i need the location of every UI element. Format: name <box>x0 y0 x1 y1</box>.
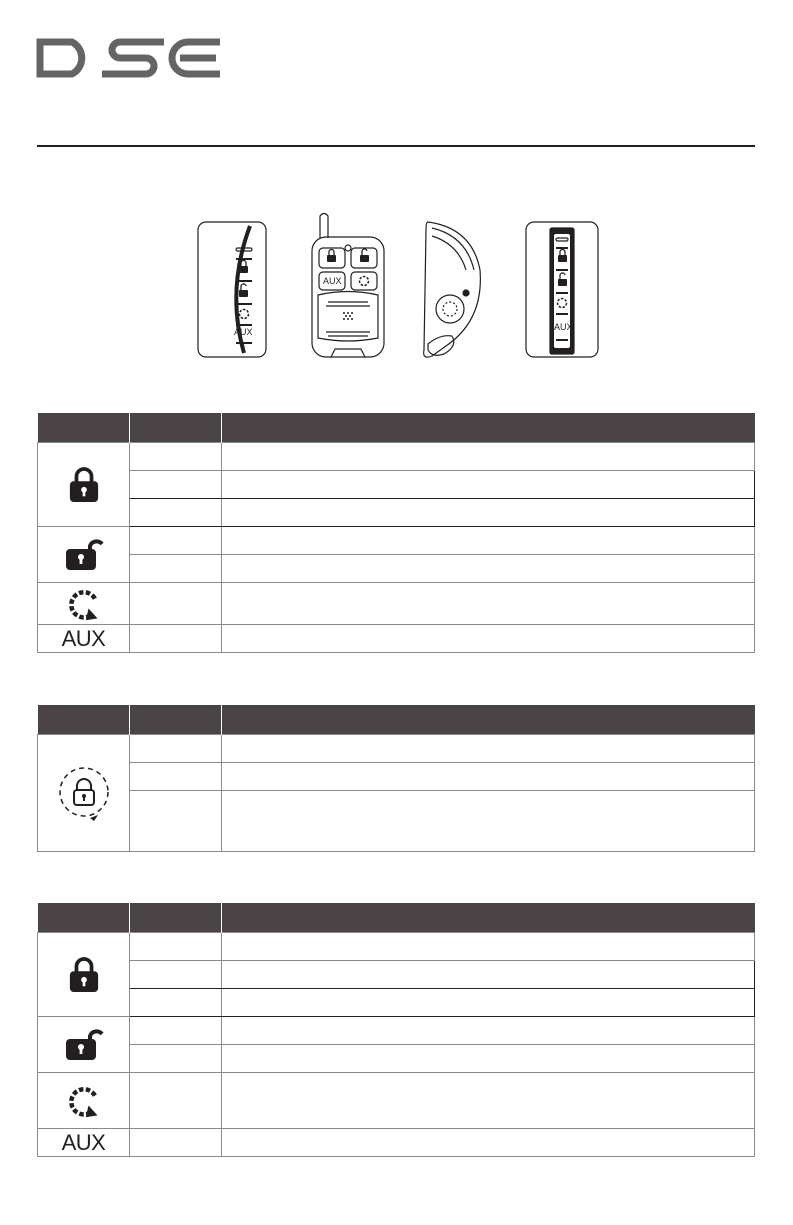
icon-cell <box>38 1073 130 1129</box>
header-cell <box>38 413 130 443</box>
cell <box>130 443 222 471</box>
table-row <box>38 583 755 625</box>
cell <box>130 625 222 653</box>
table-row <box>38 443 755 471</box>
cell <box>222 625 755 653</box>
table-row <box>38 1129 755 1157</box>
one-button-lock-icon <box>54 763 114 823</box>
cell <box>222 1017 755 1045</box>
cell <box>130 1045 222 1073</box>
cell <box>130 555 222 583</box>
table-row <box>38 763 755 791</box>
cell <box>222 583 755 625</box>
table-row <box>38 471 755 499</box>
header-cell <box>38 705 130 735</box>
cell <box>222 443 755 471</box>
table-1-button <box>37 705 755 852</box>
cell <box>222 1129 755 1157</box>
cell <box>222 763 755 791</box>
lock-icon <box>68 956 100 994</box>
icon-cell <box>38 933 130 1017</box>
remote-start-icon <box>66 1083 102 1119</box>
cell <box>130 933 222 961</box>
header-cell <box>222 705 755 735</box>
icon-cell <box>38 443 130 527</box>
cell <box>130 1129 222 1157</box>
lock-icon <box>68 466 100 504</box>
remote-slim-4 <box>526 222 598 357</box>
table-row <box>38 1073 755 1129</box>
cell <box>222 735 755 763</box>
table-row <box>38 625 755 653</box>
table-row <box>38 791 755 852</box>
cell <box>130 989 222 1017</box>
aux-icon: AUX <box>61 1129 106 1155</box>
table-row <box>38 1017 755 1045</box>
icon-cell <box>38 1017 130 1073</box>
header-cell <box>38 903 130 933</box>
cell <box>222 1073 755 1129</box>
remote-curved-3 <box>424 222 481 357</box>
cell <box>222 961 755 989</box>
cell <box>130 735 222 763</box>
icon-cell <box>38 527 130 583</box>
unlock-icon <box>64 1028 104 1062</box>
remote-slim-1 <box>198 222 266 357</box>
cell <box>222 555 755 583</box>
cell <box>222 933 755 961</box>
cell <box>130 1017 222 1045</box>
icon-cell <box>38 625 130 653</box>
table-header <box>38 413 755 443</box>
cell <box>130 961 222 989</box>
table-row <box>38 735 755 763</box>
header-cell <box>130 413 222 443</box>
table-row <box>38 961 755 989</box>
cell <box>130 763 222 791</box>
cell <box>130 527 222 555</box>
icon-cell <box>38 583 130 625</box>
svg-text:AUX: AUX <box>554 322 573 332</box>
header-cell <box>130 705 222 735</box>
table-row <box>38 933 755 961</box>
unlock-icon <box>64 538 104 572</box>
cell <box>130 1073 222 1129</box>
cell <box>130 583 222 625</box>
table-row <box>38 989 755 1017</box>
header-cell <box>222 413 755 443</box>
cell <box>222 499 755 527</box>
cell <box>222 989 755 1017</box>
cell <box>130 791 222 852</box>
aux-icon: AUX <box>61 625 106 651</box>
icon-cell <box>38 1129 130 1157</box>
remote-start-icon <box>66 586 102 622</box>
cell <box>222 791 755 852</box>
table-row <box>38 555 755 583</box>
svg-text:AUX: AUX <box>323 276 342 286</box>
remotes-illustration <box>196 210 606 367</box>
cell <box>222 1045 755 1073</box>
svg-text:AUX: AUX <box>234 327 253 337</box>
cell <box>222 471 755 499</box>
table-row <box>38 499 755 527</box>
table-header <box>38 705 755 735</box>
cell <box>222 527 755 555</box>
table-4-button <box>37 413 755 653</box>
dse-logo <box>36 38 222 83</box>
header-cell <box>222 903 755 933</box>
table-row <box>38 527 755 555</box>
header-cell <box>130 903 222 933</box>
table-row <box>38 1045 755 1073</box>
table-header <box>38 903 755 933</box>
table-4-button-2 <box>37 903 755 1157</box>
cell <box>130 471 222 499</box>
header-rule <box>37 145 755 147</box>
cell <box>130 499 222 527</box>
icon-cell <box>38 735 130 852</box>
